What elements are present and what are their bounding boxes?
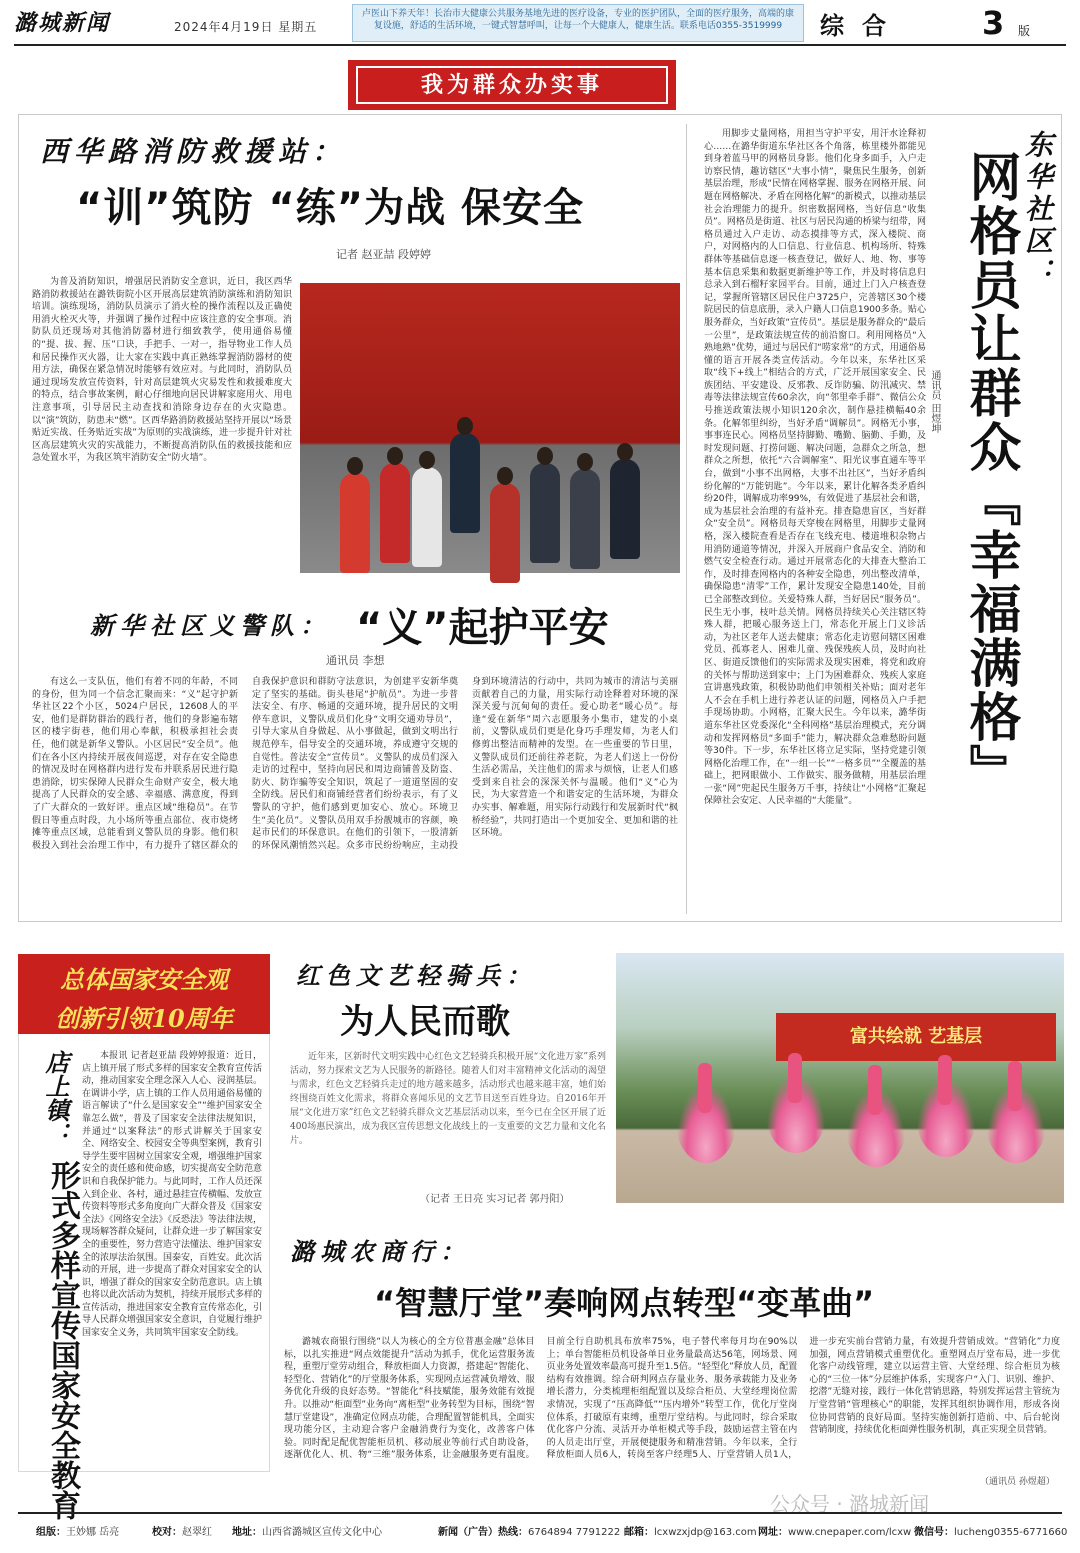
masthead — [14, 4, 1066, 46]
article3-body-upper: 用脚步丈量网格，用担当守护平安，用汗水诠释初心……在潞华街道东华社区各个角落，栋里楼外都能见到身着蓝马甲的网格员身影。他们化身多面手，入户走访察民情，趣访辖区“大事小情”，聚焦民生服务，创新基层治理，形成“民情在网格掌握、服务在网格开展、问题在网格解决、矛盾在网格化解”的新模式，以推动基层社会治理能力的提升。织密数据网格，当好信息“收集员”。网格员是街道、社区与居民沟通的桥梁与纽带，网格员通过入户走访、动态摸排等方式，深入楼院、商户，对网格内的人口信息、行业信息、机构场所、特殊群体等基础信息逐一核查登记，做好人、地、物、事等基本信息采集和数据更新维护等工作，并及时将信息归总录入到石榴籽家园平台。目前，通过上门入户核查登记，掌握所管辖区居民住户3725户，完善辖区30个楼院居民的信息底册，录入户籍人口信息1900多条。贴心服务群众，当好政策“宣传员”。基层是服务群众的“最后一公里”，是政策法规宣传的前沿窗口。利用网格员“入熟地熟”优势，通过与居民们“唠家常”的方式，用通俗易懂的语言开展各类宣传活动。今年以来，东华社区采取“线下+线上”相结合的方式，广泛开展国家安全、民族团结、平安建设、反邪教、反诈防骗、防汛减灾、禁毒等法律法规宣传60余次，向“邻里牵手群”、微信公众号推送政策法规小知识120余次，制作悬挂横幅40余条。化解邻里纠纷，当好矛盾“调解员”。网格无小事，事事连民心。网格员坚持脚勤、嘴勤、脑勤、手勤，及时发现问题、打捞问题、解决问题，急群众之所急，想群众之所想，依托“六合调解室”、阳光议事直通车等平台，做到“小事不出网格，大事不出社区”，当好矛盾纠纷化解的“万能钥匙”。今年以来，累计化解各类矛盾纠纷20件，调解成功率99%，有效促进了基层社会和谐，成为基层社会治理的有益补充。排查隐患盲区，当好群众“安全员”。网格员每天穿梭在网格里，用脚步丈量网格，深入楼院查看是否存在飞线充电、楼道堆积杂物占用消防通道等情况，并深入开展商户食品安全、消防和燃气安全检查行动。通过开展常态化的大排查大整治工作，及时排查网格内的各种安全隐患，列出整改清单，确保隐患“清零”工作，累计发现安全隐患140处，目前已全部整改到位。关爱特殊人群，当好居民“服务员”。民生无小事，枝叶总关情。网格员持续关心关注辖区特殊人群，把暖心服务送上门，常态化开展上门义诊活动，为社区老年人送去健康；常态化走访慰问辖区困难党员、孤寡老人、困难儿童、残保残疾人员，及时向社区、街道反馈他们的实际需求及现实困难，将党和政府的关怀与帮助送到家中；上门为困难群众、残疾人家庭宣讲惠残政策，积极协助他们申领相关补贴；面对老年人不会在手机上进行养老认证的问题，网格员入户手把手现场协助。小网格，汇聚大民生。今年以来，潞华街道东华社区党委深化“全科网格”基层治理模式，充分调动和发挥网格员“多面手”能力，解决群众急难愁盼问题等30件。下一步，东华社区将立足实际，坚持党建引领网格化治理工作，在“一组一长”“一格多员”“全覆盖的基础上，把网眼做小、工作做实、服务做精，用基层治理一张“网”兜起民生服务万千事，持续让“小网格”汇聚起保障社会安定、人民幸福的“大能量”。 — [704, 129, 926, 807]
footer-web: www.cnepaper.com/lcxw — [788, 1527, 912, 1538]
footer-addr: 山西省潞城区宣传文化中心 — [262, 1527, 382, 1538]
page-label: 版 — [1018, 24, 1031, 38]
article1-byline: 记者 赵亚喆 段婷婷 — [336, 248, 431, 261]
footer-email: lcxwzxjdp@163.com — [654, 1527, 757, 1538]
article1-title: “训”筑防 “练”为战 保安全 — [76, 185, 585, 231]
footer-email-label: 邮箱： — [624, 1527, 654, 1538]
article4-title: 为人民而歌 — [340, 1002, 510, 1042]
fire-drill-photo — [300, 283, 680, 573]
dance-performance-photo — [616, 953, 1064, 1203]
article3-byline: 通讯员 田煜坤 — [929, 370, 940, 434]
footer-editor: 王妙娜 岳亮 — [66, 1527, 120, 1538]
photo-stage-sign: 富共绘就 艺基层 — [776, 1013, 1056, 1061]
article4-kicker: 红色文艺轻骑兵： — [296, 961, 536, 990]
article1-body: 为普及消防知识，增强居民消防安全意识，近日，我区西华路消防救援站在潞铁街院小区开展高层建筑消防演练和消防知识培训。演练现场，消防队员演示了消火栓的操作流程以及正确使用消火栓灭火等，并强调了操作过程中应该注意的安全事项。消防队员还现场对其他消防器材进行细致教学，使用通俗易懂的“提、拔、握、压”口诀，手把手、一对一，指导物业工作人员和居民操作灭火器，让大家在实践中真正熟练掌握消防器材的使用方法，确保在紧急情况时能够有效应对。与此同时，消防队员通过现场发放宣传资料，针对高层建筑火灾易发性和救援难度大的特点，结合事故案例，耐心仔细地向居民讲解家庭用火、用电注意事项，引导居民主动查找和消除身边存在的火灾隐患。以“演”筑防，防患未“燃”。区西华路消防救援站坚持开展以“场景贴近实战、任务贴近实战”为原则的实战演练，进一步提升针对社区高层建筑火灾的实战能力，不断提高消防队伍的救援技能和应急处置水平，为我区筑牢消防安全“防火墙”。 — [32, 277, 292, 464]
footer-addr-label: 地址： — [232, 1527, 262, 1538]
footer-proof-label: 校对： — [152, 1527, 182, 1538]
footer-proof: 赵翠红 — [182, 1527, 212, 1538]
article5-kicker: 潞城农商行： — [290, 1237, 470, 1266]
issue-date: 2024年4月19日 星期五 — [174, 20, 318, 34]
article2-body: 有这么一支队伍，他们有着不同的年龄，不同的身份，但为同一个信念汇聚而来：“义”起守护新华社区22个小区，5024户居民，12608人的平安，他们是群防群治的践行者，他们的身影遍布辖区的楼宇街巷，他们用心奉献，积极承担社会责任，他们就是新华义警队。小区居民“安全员”。他们在各小区内持续开展夜间巡逻，对存在安全隐患的情况及时在网格群内进行发布并联系居民进行隐患消除，切实保障人民群众生命财产安全，极大地提高了人民群众的安全感、幸福感、满意度，得到了广大群众的一致好评。重点区域“维稳员”。在节假日等重点时段，九小场所等重点部位、夜市烧烤摊等重点区域，总能看到义警队员的身影。他们积极投入到社会治理工作中，有力提升了辖区群众的自我保护意识和群防守法意识，为创建平安新华奠定了坚实的基础。街头巷尾“护航员”。为进一步普法安全、有序、畅通的交通环境，提升居民的文明停车意识，义警队成员们化身“文明交通劝导员”，引导大家从自身做起、从小事做起，做到文明出行规范停车，倡导安全的交通环境，养成遵守交规的自觉性。普法安全“宣传员”。义警队的成员们深入走访的过程中，坚持向居民和周边商铺普及防盗、防火、防诈骗等安全知识，筑起了一道道坚固的安全防线。居民们和商铺经营者们纷纷表示，有了义警队的守护，他们感到更加安心、放心。环境卫生“美化员”。义警队员用双手扮靓城市的容颜，唤起市民们的环保意识。在他们的引领下，一股清新的环保风潮悄然兴起。众多市民纷纷响应，主动投身到环境清洁的行动中，共同为城市的清洁与美丽贡献着自己的力量，用实际行动诠释着对环境的深深关爱与沉甸甸的责任。爱心助老“暖心员”。每逢“爱在新华”周六志愿服务小集市，建发的小桌前，义警队成员们更是化身巧手理发师，为老人们修剪出整洁而精神的发型。在一些重要的节日里，义警队成员们还前往养老院，为老人们送上一份份生活必需品，关注他们的需求与烦恼，让老人们感受到来自社会的深深关怀与温暖。他们“义”心为民，为大家营造一个和谐安定的生活环境，为群众办实事、解难题，用实际行动践行和发展新时代“枫桥经验”，共同打造出一个更加安全、更加和谐的社区环境。 — [32, 677, 678, 851]
column-divider — [686, 124, 687, 914]
column-banner — [348, 60, 676, 110]
article2-kicker: 新华社区义警队： — [90, 611, 330, 640]
article5-body: 潞城农商银行围绕“以人为核心的全方位普惠金融”总体目标，以扎实推进“网点效能提升”活动为抓手，优化运营服务流程，重塑厅堂劳动组合，释放柜面人力资源，搭建起“智能化、轻型化、营销化”的厅堂服务体系，实现网点运营减负增效、服务优化升级的良好态势。“智能化”科技赋能，服务效能有效提升。以推动“柜面型”业务向“离柜型”业务转型为目标，围绕“智慧厅堂建设”，准确定位网点功能，合理配置智能机具，全面实现功能分区，主动迎合客户金融消费行为变化，改善客户体验。同时配足配优智能柜员机、移动展业等前行式自助设备，逐渐优化人、机、物“三维”服务体系，让金融服务更有温度。目前全行自助机具布放率75%，电子替代率每月均在90%以上；单台智能柜员机设备单日业务量最高达56笔，网场景、网页业务处置效率最高可提升至1.5倍。“轻型化”释放人员，配置结构有效推调。综合研判网点存量业务、服务承载能力及业务增长潜力，分类梳理柜组配置以及综合柜员、大堂经理岗位需求情况，实现了“压高降低”“压内增外”转型工作，优化厅堂岗位体系，打破原有束缚，重塑厅堂结构。与此同时，综合采取优化客户分流、灵活开办单柜模式等手段，鼓励运营主管在内的人员走出厅堂，开展便捷服务和精准营销。今年以来，全行释放柜面人员6人，转岗至客户经理5人、厅堂营销人员1人，进一步充实前台营销力量，有效提升营销成效。“营销化”力度加强，网点营销模式重塑优化。重塑网点厅堂布局，进一步优化客户动线管理，建立以运营主管、大堂经理、综合柜员为核心的“三位一体”分层维护体系，实现客户“入门、识别、维护、挖潜”无缝对接，践行一体化营销思路，特别发挥运营主管统为厅堂营销“管理核心”的职能，发挥其组织协调作用，形成各岗位协同营销的良好局面。坚持实施创新打造前、中、后台轮岗营销制度，持续优化柜面弹性服务机制，真正实现全员营销。 — [284, 1337, 1060, 1461]
article4-lead: 近年来，区新时代文明实践中心红色文艺轻骑兵积极开展“文化进万家”系列活动，努力探索文艺为人民服务的新路径。随着人们对丰富精神文化活动的渴望与需求，红色文艺轻骑兵走过的地方越来越多，活动形式也越来越丰富，她们始终围绕百姓文化需求，将群众喜闻乐见的文艺节目送至百姓身边。自2016年开展“文化进万家”红色文艺轻骑兵群众文艺基层活动以来，至今已在全区开展了近400场惠民演出，成为我区宣传思想文化战线上的一支重要的文艺力量和文化名片。 — [290, 1052, 606, 1146]
banner-line2: 创新引领10周年 — [55, 1004, 233, 1033]
article5-title: “智慧厅堂”奏响网点转型“变革曲” — [374, 1284, 875, 1322]
side-title: 形式多样宣传国家安全教育 — [45, 1160, 80, 1520]
wechat-watermark: 公众号 · 潞城新闻 — [770, 1492, 930, 1516]
footer-wx: lucheng0355-6771660 — [954, 1527, 1068, 1538]
side-body: 本报讯 记者赵亚喆 段婷婷报道：近日，店上镇开展了形式多样的国家安全教育宣传活动，推动国家安全理念深入人心、浸润基层。在调讲小学，店上镇的工作人员用通俗易懂的语言解读了“什么是国家安全”“维护国家安全靠怎么做”，普及了国家安全法律法规知识，并通过“以案释法”的形式讲解关于国家安全、网络安全、校园安全等典型案例，教育引导学生要牢固树立国家安全观，增强维护国家安全的责任感和使命感，切实提高安全防范意识和自我保护能力。与此同时，工作人员还深入到企业、各村，通过悬挂宣传横幅、发放宣传资料等形式多角度向广大群众普及《国家安全法》《网络安全法》《反恐法》等法律法规，现场解答群众疑问，让群众进一步了解国家安全的重要性，努力营造守法懂法、维护国家安全的浓厚法治氛围。国泰安，百姓安。此次活动的开展，进一步提高了群众对国家安全的认识，增强了群众的国家安全防范意识。店上镇也将以此次活动为契机，持续开展形式多样的宣传活动，推进国家安全教育宣传常态化，引导人民群众增强国家安全意识，自觉履行维护国家安全义务，共同筑牢国家安全防线。 — [82, 1051, 263, 1339]
banner-line1: 总体国家安全观 — [60, 965, 228, 994]
section-name: 综合 — [820, 11, 904, 40]
footer-editor-label: 组版： — [36, 1527, 66, 1538]
column-banner-text: 我为群众办实事 — [356, 66, 668, 104]
footer-phone-label: 新闻（广告）热线： — [438, 1527, 528, 1538]
page-number: 3 — [982, 4, 1005, 42]
article1-kicker: 西华路消防救援站： — [40, 135, 347, 168]
article4-byline: （记者 王日亮 实习记者 郭丹阳） — [420, 1194, 570, 1205]
article3-title: 网格员让群众『幸福满格』 — [960, 150, 1020, 798]
article2-title: “义”起护平安 — [356, 605, 609, 651]
header-advertisement: 卢医山下养天年！长治市大健康公共服务基地先进的医疗设备，专业的医护团队，全面的医疗服务，高端的康复设施，舒适的生活环境，一键式智慧呼叫，让每一个大健康人，健康生活。联系电话0355-3519999 — [352, 4, 804, 42]
footer-phone: 6764894 7791222 — [528, 1527, 621, 1538]
newspaper-logo: 潞城新闻 — [14, 10, 111, 36]
side-kicker: 店上镇： — [41, 1050, 70, 1146]
article3-kicker: 东华社区： — [1021, 130, 1054, 290]
security-anniversary-banner — [18, 954, 270, 1034]
article5-byline: （通讯员 孙煜超） — [980, 1477, 1055, 1487]
article2-byline: 通讯员 李想 — [326, 654, 385, 667]
footer-bar — [18, 1512, 1068, 1542]
article3-body-lower — [704, 746, 1050, 910]
footer-web-label: 网址： — [758, 1527, 788, 1538]
footer-wx-label: 微信号： — [914, 1527, 954, 1538]
